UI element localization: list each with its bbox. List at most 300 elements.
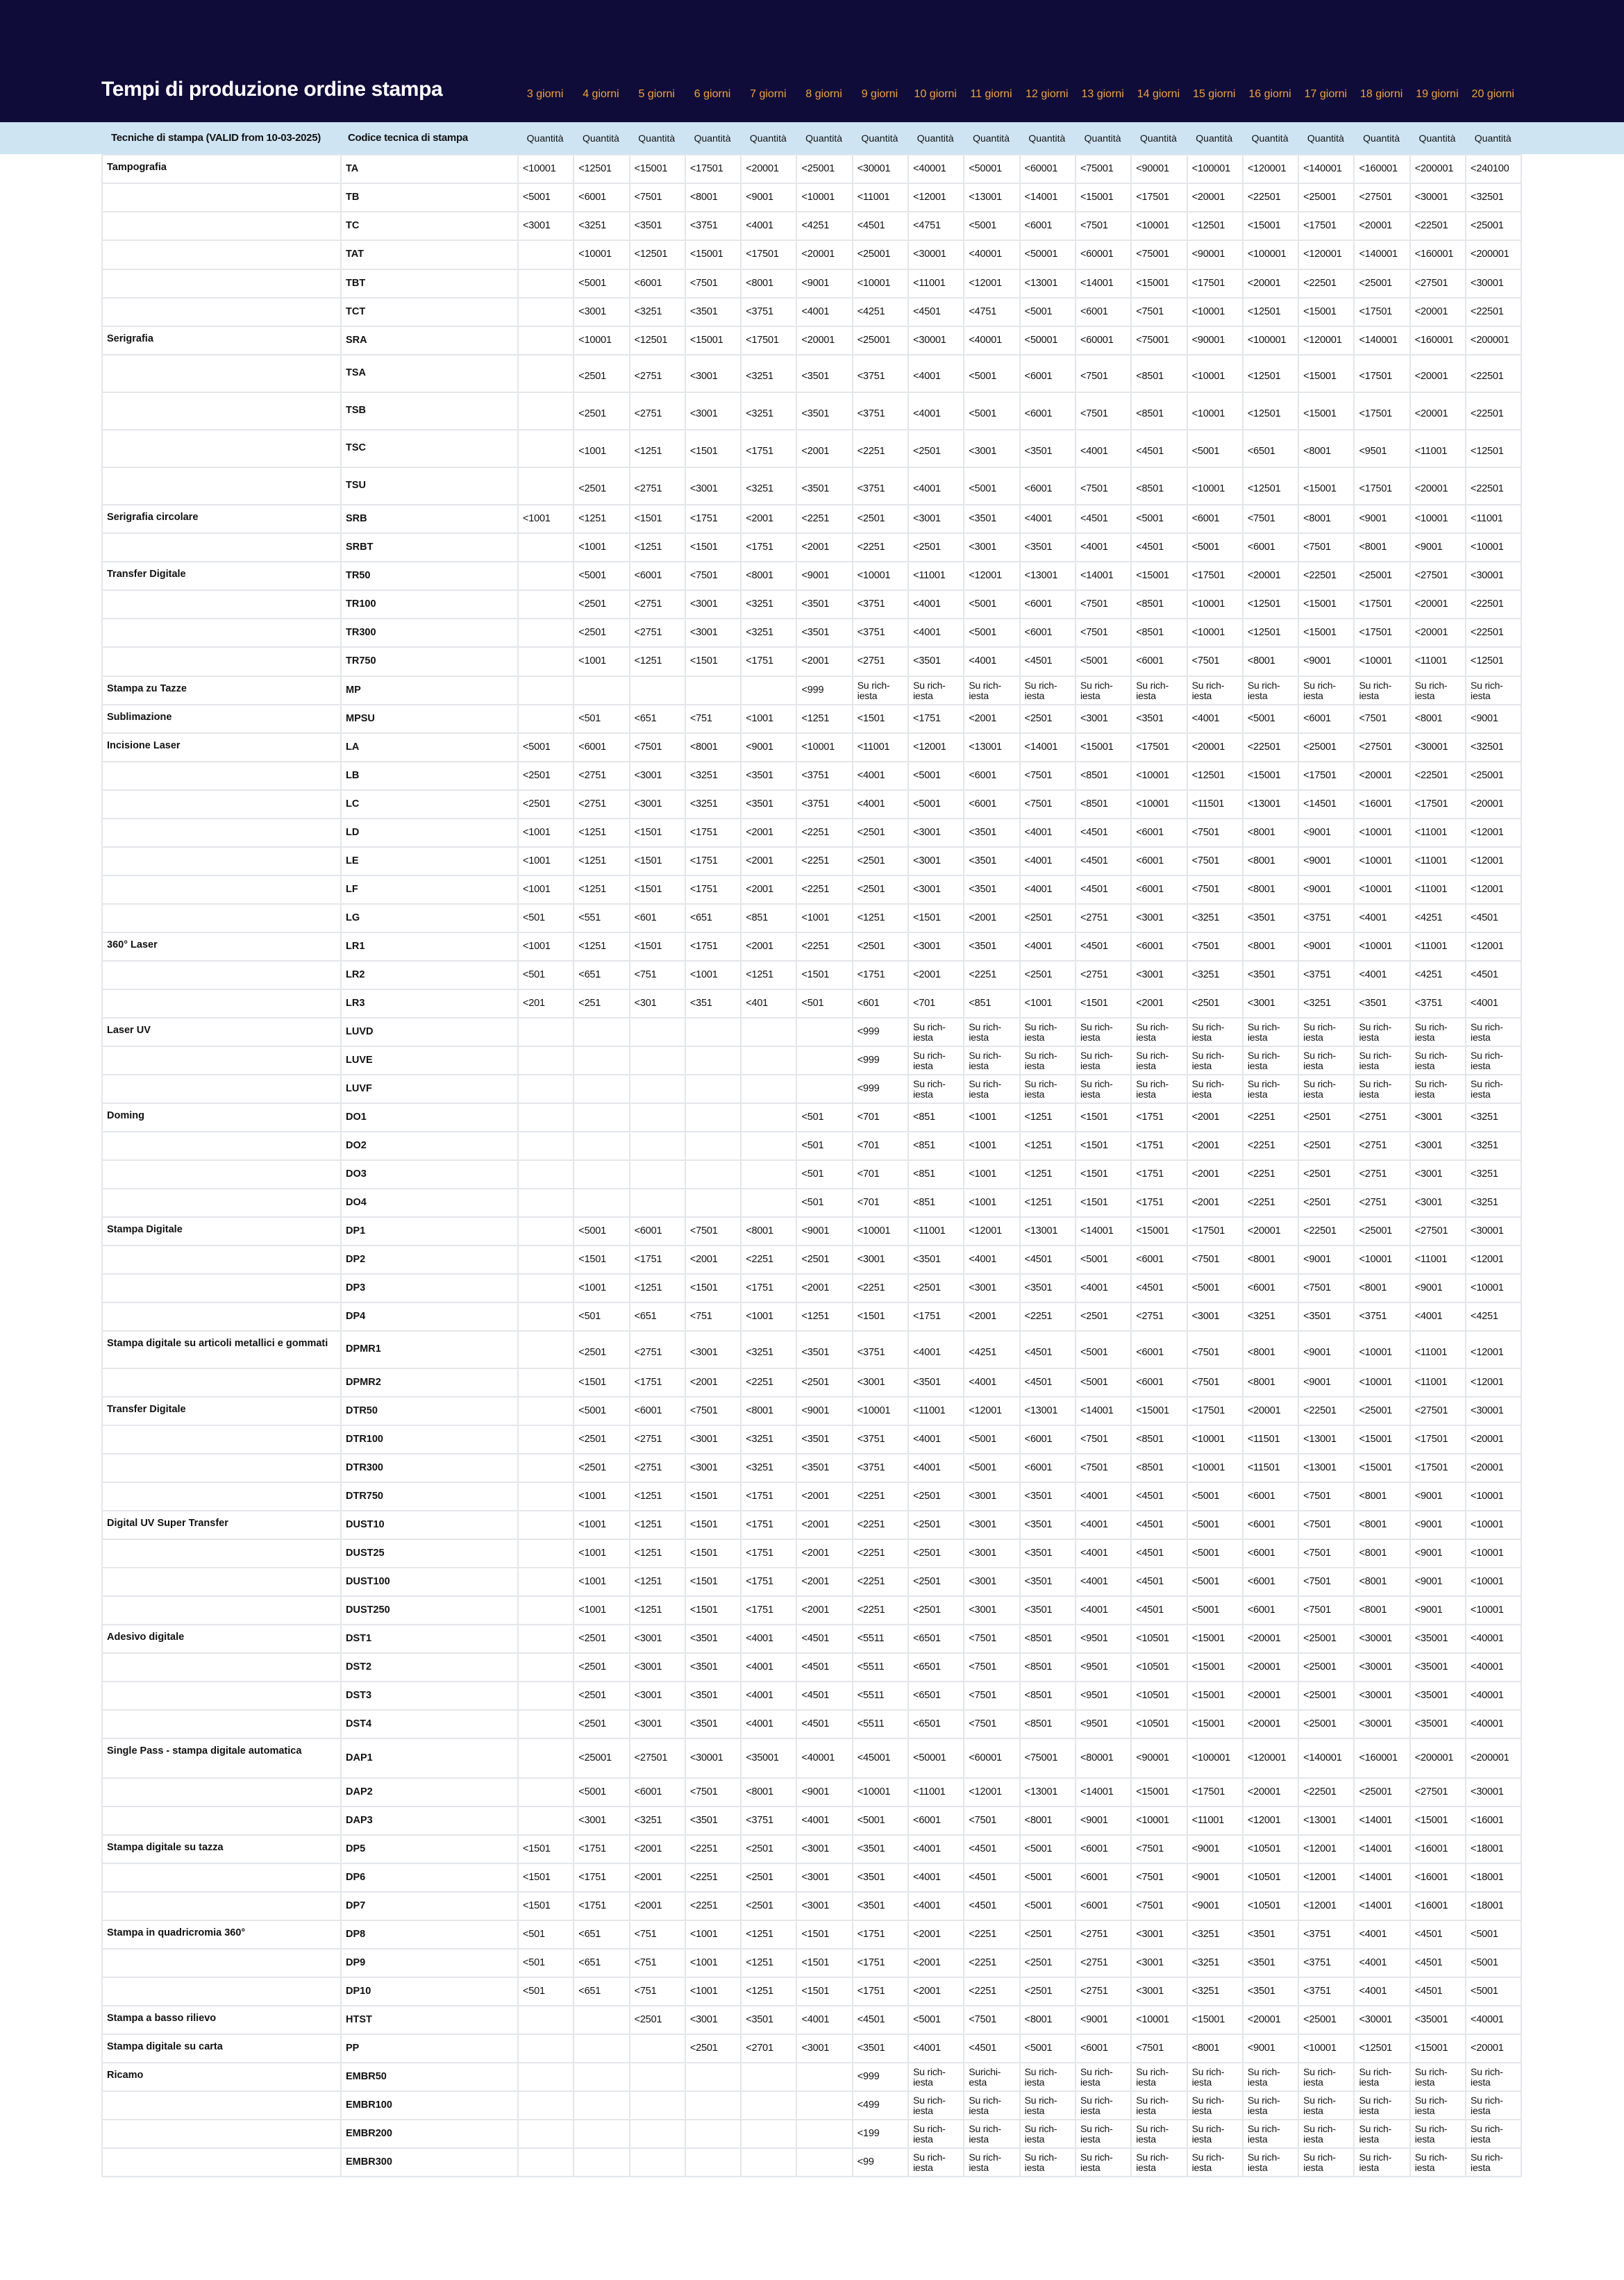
quantity-cell: <80001 — [1075, 1738, 1131, 1778]
quantity-cell: <22501 — [1298, 1217, 1354, 1246]
quantity-cell: <501 — [518, 1977, 574, 2006]
quantity-cell: <6001 — [630, 562, 685, 590]
quantity-cell — [574, 1075, 629, 1103]
table-row — [102, 875, 1521, 904]
quantity-cell: <2251 — [796, 875, 852, 904]
quantity-cell: Su rich-iesta — [1466, 2148, 1521, 2177]
quantity-cell: <200001 — [1410, 1738, 1466, 1778]
table-row — [102, 790, 1521, 819]
quantity-cell: <7501 — [1187, 932, 1243, 961]
technique-cell: Stampa digitale su tazza — [102, 1835, 341, 1863]
quantity-cell: Su rich-iesta — [1075, 676, 1131, 705]
quantity-cell: <11001 — [1187, 1807, 1243, 1835]
quantity-cell: Su rich-iesta — [964, 2120, 1019, 2148]
quantity-cell: <25001 — [1354, 562, 1409, 590]
quantity-cell: <2001 — [796, 1274, 852, 1302]
quantity-cell: <3251 — [1187, 1949, 1243, 1977]
quantity-cell: Su rich-iesta — [1243, 2091, 1298, 2120]
table-row — [102, 2091, 1521, 2120]
quantity-cell — [685, 1103, 741, 1132]
quantity-cell: <15001 — [1131, 1778, 1187, 1807]
quantity-cell: <11001 — [908, 1217, 964, 1246]
quantity-cell: <9001 — [1410, 1274, 1466, 1302]
quantity-cell: <9001 — [796, 1397, 852, 1425]
quantity-cell: Su rich-iesta — [908, 1018, 964, 1046]
quantity-cell: <3251 — [1466, 1160, 1521, 1189]
quantity-cell: <4501 — [1131, 1511, 1187, 1539]
quantity-header: Quantità — [805, 133, 843, 144]
table-row — [102, 1596, 1521, 1625]
quantity-cell: <4501 — [964, 1835, 1019, 1863]
quantity-cell: <3501 — [741, 790, 796, 819]
quantity-cell: <2251 — [796, 819, 852, 847]
quantity-cell: <10001 — [574, 240, 629, 269]
quantity-cell: <7501 — [1020, 790, 1075, 819]
quantity-cell: <8001 — [741, 562, 796, 590]
technique-cell — [102, 647, 341, 676]
quantity-cell: <2751 — [574, 762, 629, 790]
quantity-cell: <2501 — [518, 762, 574, 790]
quantity-cell: <40001 — [1466, 1653, 1521, 1682]
quantity-cell: <5001 — [574, 1778, 629, 1807]
quantity-cell: <2001 — [741, 875, 796, 904]
quantity-cell: <17501 — [1131, 733, 1187, 762]
quantity-cell: <6001 — [630, 1217, 685, 1246]
day-header: 6 giorni — [694, 88, 731, 100]
quantity-cell: <9001 — [1410, 1511, 1466, 1539]
quantity-cell: <2501 — [741, 1892, 796, 1920]
quantity-cell: <4001 — [796, 298, 852, 326]
code-cell: TSU — [341, 467, 518, 505]
quantity-cell: <30001 — [1466, 269, 1521, 298]
technique-cell: Ricamo — [102, 2063, 341, 2091]
table-row — [102, 467, 1521, 505]
quantity-cell: <11001 — [908, 1778, 964, 1807]
quantity-cell: Su rich-iesta — [1075, 2120, 1131, 2148]
technique-cell — [102, 533, 341, 562]
quantity-cell: <3501 — [964, 505, 1019, 533]
quantity-cell: <10001 — [1354, 1246, 1409, 1274]
quantity-cell: <10001 — [1466, 1596, 1521, 1625]
quantity-cell: Su rich-iesta — [1020, 676, 1075, 705]
quantity-cell: <4501 — [964, 2034, 1019, 2063]
quantity-cell: <1501 — [685, 430, 741, 467]
quantity-cell: <20001 — [1466, 1454, 1521, 1482]
quantity-cell: <3501 — [1020, 1274, 1075, 1302]
table-row — [102, 1949, 1521, 1977]
table-row — [102, 1274, 1521, 1302]
quantity-cell: <2751 — [630, 590, 685, 619]
quantity-cell: <4001 — [1075, 1482, 1131, 1511]
day-header: 15 giorni — [1193, 88, 1236, 100]
quantity-cell: <22501 — [1298, 269, 1354, 298]
table-row — [102, 619, 1521, 647]
quantity-cell: Su rich-iesta — [1298, 1018, 1354, 1046]
quantity-cell: <3001 — [630, 1682, 685, 1710]
quantity-cell: <15001 — [1187, 1625, 1243, 1653]
quantity-cell: <35001 — [1410, 1682, 1466, 1710]
table-row — [102, 392, 1521, 430]
quantity-header: Quantità — [916, 133, 954, 144]
quantity-cell: <2001 — [796, 1539, 852, 1568]
quantity-cell: <12001 — [1466, 875, 1521, 904]
technique-cell: Transfer Digitale — [102, 562, 341, 590]
quantity-cell: <2501 — [853, 932, 908, 961]
quantity-cell: <9501 — [1075, 1710, 1131, 1738]
code-cell: LC — [341, 790, 518, 819]
quantity-cell: <3751 — [796, 762, 852, 790]
quantity-cell: <8001 — [1354, 1482, 1409, 1511]
quantity-cell: Su rich-iesta — [1243, 1046, 1298, 1075]
quantity-cell: <3501 — [1020, 1596, 1075, 1625]
technique-cell: Stampa digitale su carta — [102, 2034, 341, 2063]
quantity-cell: Su rich-iesta — [1243, 2148, 1298, 2177]
quantity-cell: <6001 — [630, 1397, 685, 1425]
quantity-cell — [518, 1539, 574, 1568]
quantity-cell: <2501 — [1020, 1977, 1075, 2006]
quantity-cell: <501 — [574, 1302, 629, 1331]
quantity-cell: <1501 — [685, 1511, 741, 1539]
quantity-cell: <9001 — [1466, 705, 1521, 733]
quantity-cell: <5001 — [574, 1397, 629, 1425]
quantity-cell: <2251 — [964, 961, 1019, 989]
quantity-cell: <120001 — [1298, 240, 1354, 269]
quantity-cell: <12501 — [574, 155, 629, 183]
quantity-cell: <5001 — [964, 590, 1019, 619]
quantity-cell: <2501 — [574, 355, 629, 392]
quantity-cell: <8001 — [1410, 705, 1466, 733]
quantity-cell: <7501 — [1075, 355, 1131, 392]
quantity-cell: <3751 — [1298, 904, 1354, 932]
quantity-cell — [574, 1132, 629, 1160]
quantity-cell: <10001 — [1410, 505, 1466, 533]
quantity-cell: <5001 — [908, 790, 964, 819]
quantity-cell: <2501 — [853, 875, 908, 904]
quantity-cell: <8001 — [1187, 2034, 1243, 2063]
quantity-cell: <751 — [685, 1302, 741, 1331]
quantity-cell: <90001 — [1187, 240, 1243, 269]
code-cell: LG — [341, 904, 518, 932]
quantity-cell: <6001 — [1243, 1511, 1298, 1539]
table-row — [102, 1625, 1521, 1653]
quantity-cell: <3251 — [574, 212, 629, 240]
quantity-cell: <40001 — [1466, 1625, 1521, 1653]
quantity-cell: <50001 — [1020, 240, 1075, 269]
quantity-cell: <1751 — [1131, 1189, 1187, 1217]
quantity-cell: <9001 — [1298, 819, 1354, 847]
quantity-header: Quantità — [973, 133, 1010, 144]
quantity-cell: <2001 — [1187, 1132, 1243, 1160]
quantity-cell: <8001 — [1354, 533, 1409, 562]
quantity-cell: Su rich-iesta — [1354, 1046, 1409, 1075]
code-cell: DP8 — [341, 1920, 518, 1949]
quantity-cell — [796, 1075, 852, 1103]
page-title: Tempi di produzione ordine stampa — [101, 78, 443, 101]
quantity-cell: <3501 — [853, 1863, 908, 1892]
code-cell: MPSU — [341, 705, 518, 733]
quantity-cell: <1001 — [964, 1160, 1019, 1189]
quantity-cell: <9001 — [1298, 1331, 1354, 1368]
code-cell: DP1 — [341, 1217, 518, 1246]
quantity-cell: <3001 — [796, 2034, 852, 2063]
quantity-cell: <4001 — [1020, 505, 1075, 533]
day-header: 17 giorni — [1304, 88, 1348, 100]
quantity-cell: <1001 — [685, 1977, 741, 2006]
quantity-cell: <27501 — [630, 1738, 685, 1778]
quantity-cell: Su rich-iesta — [1298, 1075, 1354, 1103]
quantity-cell: <2501 — [1020, 1949, 1075, 1977]
quantity-cell: <4001 — [1466, 989, 1521, 1018]
quantity-cell: <15001 — [1131, 1397, 1187, 1425]
quantity-cell: <851 — [908, 1132, 964, 1160]
quantity-cell: <5001 — [1020, 298, 1075, 326]
quantity-cell: <1001 — [518, 932, 574, 961]
quantity-cell: <501 — [518, 1949, 574, 1977]
quantity-cell: <10001 — [853, 1397, 908, 1425]
quantity-cell — [630, 676, 685, 705]
quantity-cell: <851 — [908, 1160, 964, 1189]
quantity-cell: Su rich-iesta — [1298, 2148, 1354, 2177]
quantity-cell: Su rich-iesta — [1187, 1018, 1243, 1046]
quantity-cell: Su rich-iesta — [908, 2120, 964, 2148]
quantity-cell: <10001 — [518, 155, 574, 183]
quantity-cell: <5511 — [853, 1625, 908, 1653]
quantity-cell — [518, 1511, 574, 1539]
quantity-cell — [630, 1046, 685, 1075]
table-row — [102, 1511, 1521, 1539]
quantity-cell: <17501 — [1187, 1397, 1243, 1425]
quantity-cell: <4501 — [1466, 961, 1521, 989]
quantity-cell: <10001 — [1354, 932, 1409, 961]
quantity-cell: <13001 — [1020, 269, 1075, 298]
quantity-cell: <999 — [853, 1018, 908, 1046]
quantity-cell: <2501 — [908, 1511, 964, 1539]
quantity-cell: <3501 — [1243, 961, 1298, 989]
quantity-cell: <3001 — [908, 819, 964, 847]
quantity-cell — [630, 1075, 685, 1103]
quantity-cell: Su rich-iesta — [1298, 2120, 1354, 2148]
quantity-cell: Su rich-iesta — [1410, 1018, 1466, 1046]
quantity-cell: <160001 — [1354, 1738, 1409, 1778]
quantity-cell: Su rich-iesta — [1354, 1018, 1409, 1046]
quantity-cell: <16001 — [1466, 1807, 1521, 1835]
quantity-cell: <2001 — [630, 1863, 685, 1892]
quantity-cell: <6001 — [630, 1778, 685, 1807]
quantity-cell: <2501 — [853, 847, 908, 875]
quantity-cell: <17501 — [1187, 562, 1243, 590]
quantity-cell: <6001 — [1075, 298, 1131, 326]
quantity-cell: <3501 — [964, 875, 1019, 904]
quantity-cell: <4501 — [1131, 1539, 1187, 1568]
quantity-cell: <5001 — [853, 1807, 908, 1835]
quantity-cell: <8501 — [1020, 1710, 1075, 1738]
quantity-cell: <4501 — [1020, 647, 1075, 676]
quantity-cell: <5001 — [574, 269, 629, 298]
quantity-cell: <20001 — [1410, 467, 1466, 505]
quantity-cell: <2251 — [853, 1274, 908, 1302]
quantity-cell — [741, 1160, 796, 1189]
quantity-cell: <20001 — [1243, 562, 1298, 590]
quantity-cell: <9001 — [1410, 1596, 1466, 1625]
quantity-cell: <1251 — [853, 904, 908, 932]
table-row — [102, 1454, 1521, 1482]
quantity-cell: <27501 — [1354, 733, 1409, 762]
quantity-cell: <2501 — [908, 430, 964, 467]
quantity-cell: Su rich-iesta — [1131, 1046, 1187, 1075]
quantity-cell: <1501 — [630, 875, 685, 904]
code-cell: LR1 — [341, 932, 518, 961]
quantity-cell: <1251 — [630, 1511, 685, 1539]
quantity-cell: <2251 — [853, 1568, 908, 1596]
quantity-cell: <1001 — [518, 819, 574, 847]
day-header: 8 giorni — [805, 88, 842, 100]
quantity-cell: <1501 — [1075, 1103, 1131, 1132]
quantity-cell: <8001 — [1298, 430, 1354, 467]
quantity-cell: <6001 — [1075, 1835, 1131, 1863]
quantity-cell: <701 — [853, 1132, 908, 1160]
quantity-cell: <2501 — [1020, 961, 1075, 989]
quantity-cell: <3501 — [685, 1653, 741, 1682]
quantity-cell: <4001 — [1075, 1511, 1131, 1539]
quantity-cell: <12501 — [630, 326, 685, 355]
quantity-cell: <3251 — [1187, 961, 1243, 989]
quantity-header: Quantità — [638, 133, 676, 144]
quantity-cell: <17501 — [1187, 1217, 1243, 1246]
quantity-cell: <7501 — [964, 2006, 1019, 2034]
quantity-cell: <15001 — [1187, 1682, 1243, 1710]
quantity-cell: <1751 — [741, 647, 796, 676]
quantity-cell: <10001 — [796, 733, 852, 762]
quantity-cell: <1751 — [853, 1920, 908, 1949]
quantity-cell: Su rich-iesta — [1020, 1046, 1075, 1075]
quantity-cell: <4001 — [1187, 705, 1243, 733]
quantity-cell: <30001 — [1354, 1682, 1409, 1710]
quantity-cell: <3751 — [853, 392, 908, 430]
quantity-cell: <17501 — [1354, 355, 1409, 392]
quantity-cell: <2751 — [853, 647, 908, 676]
quantity-cell: <851 — [908, 1103, 964, 1132]
quantity-cell: <1501 — [518, 1863, 574, 1892]
quantity-cell: <8001 — [1243, 1331, 1298, 1368]
quantity-cell: <4501 — [1410, 1949, 1466, 1977]
quantity-cell: <1751 — [574, 1892, 629, 1920]
quantity-cell: <4501 — [1131, 533, 1187, 562]
quantity-cell: <3751 — [1298, 1920, 1354, 1949]
quantity-cell: <7501 — [1243, 505, 1298, 533]
quantity-cell: <2751 — [1075, 1920, 1131, 1949]
quantity-cell: <22501 — [1466, 355, 1521, 392]
quantity-cell: <351 — [685, 989, 741, 1018]
quantity-cell: <15001 — [1075, 733, 1131, 762]
quantity-cell: <11001 — [1410, 430, 1466, 467]
quantity-cell: <3251 — [741, 1331, 796, 1368]
quantity-cell: <27501 — [1410, 1397, 1466, 1425]
quantity-cell: <4001 — [1075, 1539, 1131, 1568]
quantity-cell: <1001 — [574, 1539, 629, 1568]
quantity-cell: <2751 — [1354, 1103, 1409, 1132]
quantity-cell: <10001 — [574, 326, 629, 355]
quantity-cell: <20001 — [1187, 183, 1243, 212]
quantity-cell: <40001 — [1466, 1682, 1521, 1710]
quantity-cell: <2251 — [964, 1949, 1019, 1977]
quantity-cell: <3501 — [685, 1682, 741, 1710]
quantity-cell — [796, 1046, 852, 1075]
quantity-cell: <15001 — [1243, 212, 1298, 240]
quantity-cell: <2001 — [1187, 1160, 1243, 1189]
quantity-cell: <10001 — [853, 1217, 908, 1246]
table-row — [102, 505, 1521, 533]
quantity-cell: <1001 — [685, 1949, 741, 1977]
code-cell: LR3 — [341, 989, 518, 1018]
code-column-label: Codice tecnica di stampa — [348, 132, 468, 144]
quantity-cell: <9001 — [1075, 1807, 1131, 1835]
quantity-cell: <12001 — [964, 1778, 1019, 1807]
technique-cell — [102, 1778, 341, 1807]
quantity-cell: <10001 — [1131, 1807, 1187, 1835]
quantity-cell: <1751 — [741, 430, 796, 467]
quantity-cell: <4001 — [1075, 1568, 1131, 1596]
quantity-cell: <2001 — [796, 1511, 852, 1539]
technique-cell: 360° Laser — [102, 932, 341, 961]
quantity-cell: <2001 — [741, 819, 796, 847]
quantity-cell: <15001 — [1298, 590, 1354, 619]
tech-column-label: Tecniche di stampa (VALID from 10-03-2025) — [111, 132, 321, 144]
quantity-cell: <1251 — [574, 932, 629, 961]
quantity-cell: <12001 — [1298, 1835, 1354, 1863]
quantity-cell: <3501 — [630, 212, 685, 240]
quantity-cell: <3501 — [1243, 904, 1298, 932]
technique-cell — [102, 2120, 341, 2148]
quantity-header: Quantità — [1474, 133, 1512, 144]
quantity-cell: <3501 — [1020, 1482, 1075, 1511]
technique-cell — [102, 183, 341, 212]
quantity-cell: Su rich-iesta — [1131, 2120, 1187, 2148]
quantity-cell: <4001 — [741, 212, 796, 240]
quantity-cell: <8001 — [1243, 875, 1298, 904]
quantity-cell: <3001 — [685, 2006, 741, 2034]
table-row — [102, 904, 1521, 932]
quantity-cell: <2501 — [574, 619, 629, 647]
quantity-cell: <2001 — [741, 505, 796, 533]
quantity-cell: <8501 — [1131, 1425, 1187, 1454]
quantity-cell: Su rich-iesta — [1187, 2120, 1243, 2148]
quantity-cell: <2501 — [574, 1425, 629, 1454]
quantity-cell: <12501 — [1243, 298, 1298, 326]
table-row — [102, 1539, 1521, 1568]
quantity-cell — [574, 2091, 629, 2120]
quantity-cell: <20001 — [1466, 790, 1521, 819]
table-row — [102, 298, 1521, 326]
quantity-cell: <851 — [741, 904, 796, 932]
quantity-cell: <1001 — [574, 430, 629, 467]
quantity-cell: <2001 — [964, 1302, 1019, 1331]
quantity-cell: <3001 — [964, 533, 1019, 562]
quantity-cell — [630, 1189, 685, 1217]
quantity-cell: <7501 — [1131, 1863, 1187, 1892]
quantity-cell: <5001 — [1187, 1539, 1243, 1568]
quantity-cell: <3501 — [796, 355, 852, 392]
quantity-cell: Su rich-iesta — [964, 1046, 1019, 1075]
technique-cell: Stampa zu Tazze — [102, 676, 341, 705]
quantity-cell: <1001 — [741, 1302, 796, 1331]
code-cell: DTR750 — [341, 1482, 518, 1511]
quantity-cell: <5001 — [1187, 1482, 1243, 1511]
table-row — [102, 430, 1521, 467]
quantity-cell: <20001 — [796, 326, 852, 355]
quantity-cell: <13001 — [964, 183, 1019, 212]
quantity-cell: Su rich-iesta — [1020, 1018, 1075, 1046]
quantity-cell: <9001 — [1298, 847, 1354, 875]
